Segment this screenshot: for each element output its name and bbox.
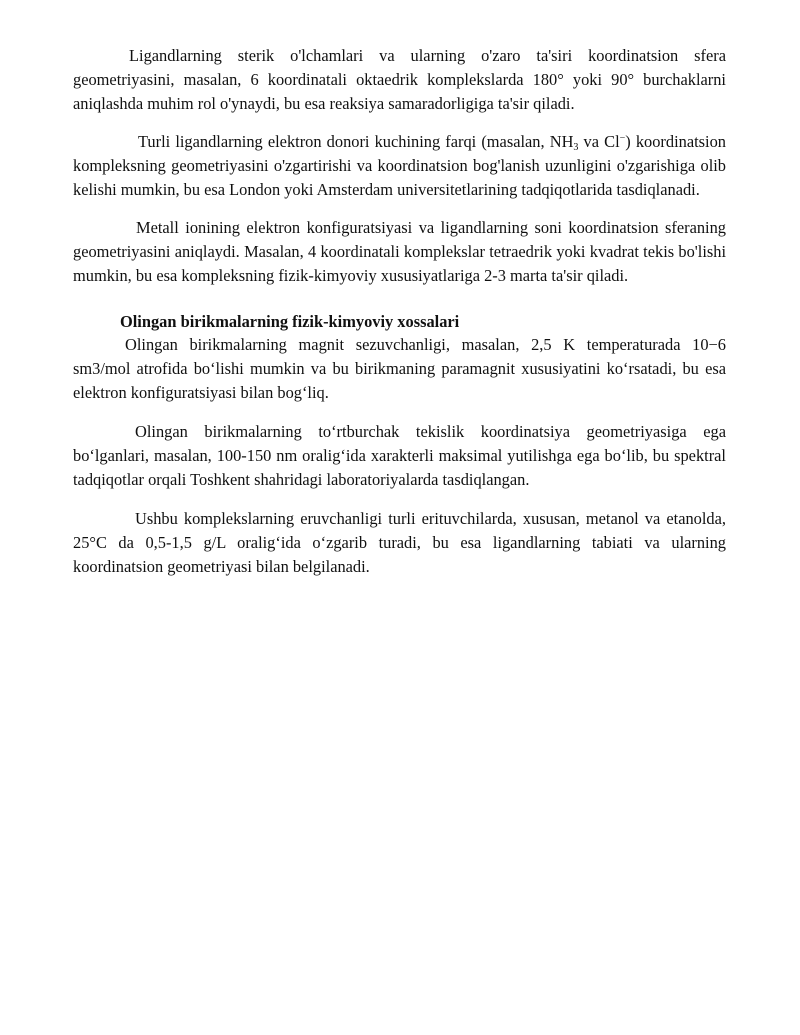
paragraph-text-part: Turli ligandlarning elektron donori kuchining farqi (masalan, NH (138, 132, 574, 151)
superscript-minus: − (619, 133, 626, 144)
document-page (73, 44, 726, 593)
section-heading: Olingan birikmalarning fizik-kimyoviy xossalari (120, 312, 460, 331)
paragraph-square-planar: Olingan birikmalarning toʻrtburchak tekislik koordinatsiya geometriyasiga ega boʻlganlari, masalan, 100-150 nm oraligʻida xarakterli maksimal yutilishga ega boʻlib, bu spektral tadqiqotlar orqali Toshkent shahridagi laboratoriyalarda tasdiqlangan. (73, 422, 726, 489)
paragraph-steric-ligands: Ligandlarning sterik o'lchamlari va ularning o'zaro ta'siri koordinatsion sfera geometriyasini, masalan, 6 koordinatali oktaedrik komplekslarda 180° yoki 90° burchaklarni aniqlashda muhim rol o'ynaydi, bu esa reaksiya samaradorligiga ta'sir qiladi. (73, 46, 726, 113)
paragraph-magnetic-susceptibility: Olingan birikmalarning magnit sezuvchanligi, masalan, 2,5 K temperaturada 10−6 sm3/mol atrofida boʻlishi mumkin va bu birikmaning paramagnit xususiyatini koʻrsatadi, bu esa elektron konfiguratsiyasi bilan bogʻliq. (73, 335, 726, 402)
paragraph-solubility: Ushbu komplekslarning eruvchanligi turli erituvchilarda, xususan, metanol va etanolda, 25°C da 0,5-1,5 g/L oraligʻida oʻzgarib turadi, bu esa ligandlarning tabiati va ularning koordinatsion geometriyasi bilan belgilanadi. (73, 509, 726, 576)
paragraph-text-part: ) koordinatsion kompleksning geometriyasini o'zgartirishi va koordinatsion bog'lanish uzunligini o'zgarishiga olib kelishi mumkin, bu esa London yoki Amsterdam universitetlarining tadqiqotlarida tasdiqlanadi. (73, 132, 726, 199)
paragraph-electron-donor (73, 130, 726, 202)
paragraph-metal-ion-config: Metall ionining elektron konfiguratsiyasi va ligandlarning soni koordinatsion sferaning geometriyasini aniqlaydi. Masalan, 4 koordinatali komplekslar tetraedrik yoki kvadrat tekis bo'lishi mumkin, bu esa kompleksning fizik-kimyoviy xususiyatlariga 2-3 marta ta'sir qiladi. (73, 218, 726, 285)
subscript-3: 3 (573, 142, 579, 153)
paragraph-text-part: va Cl (578, 132, 620, 151)
